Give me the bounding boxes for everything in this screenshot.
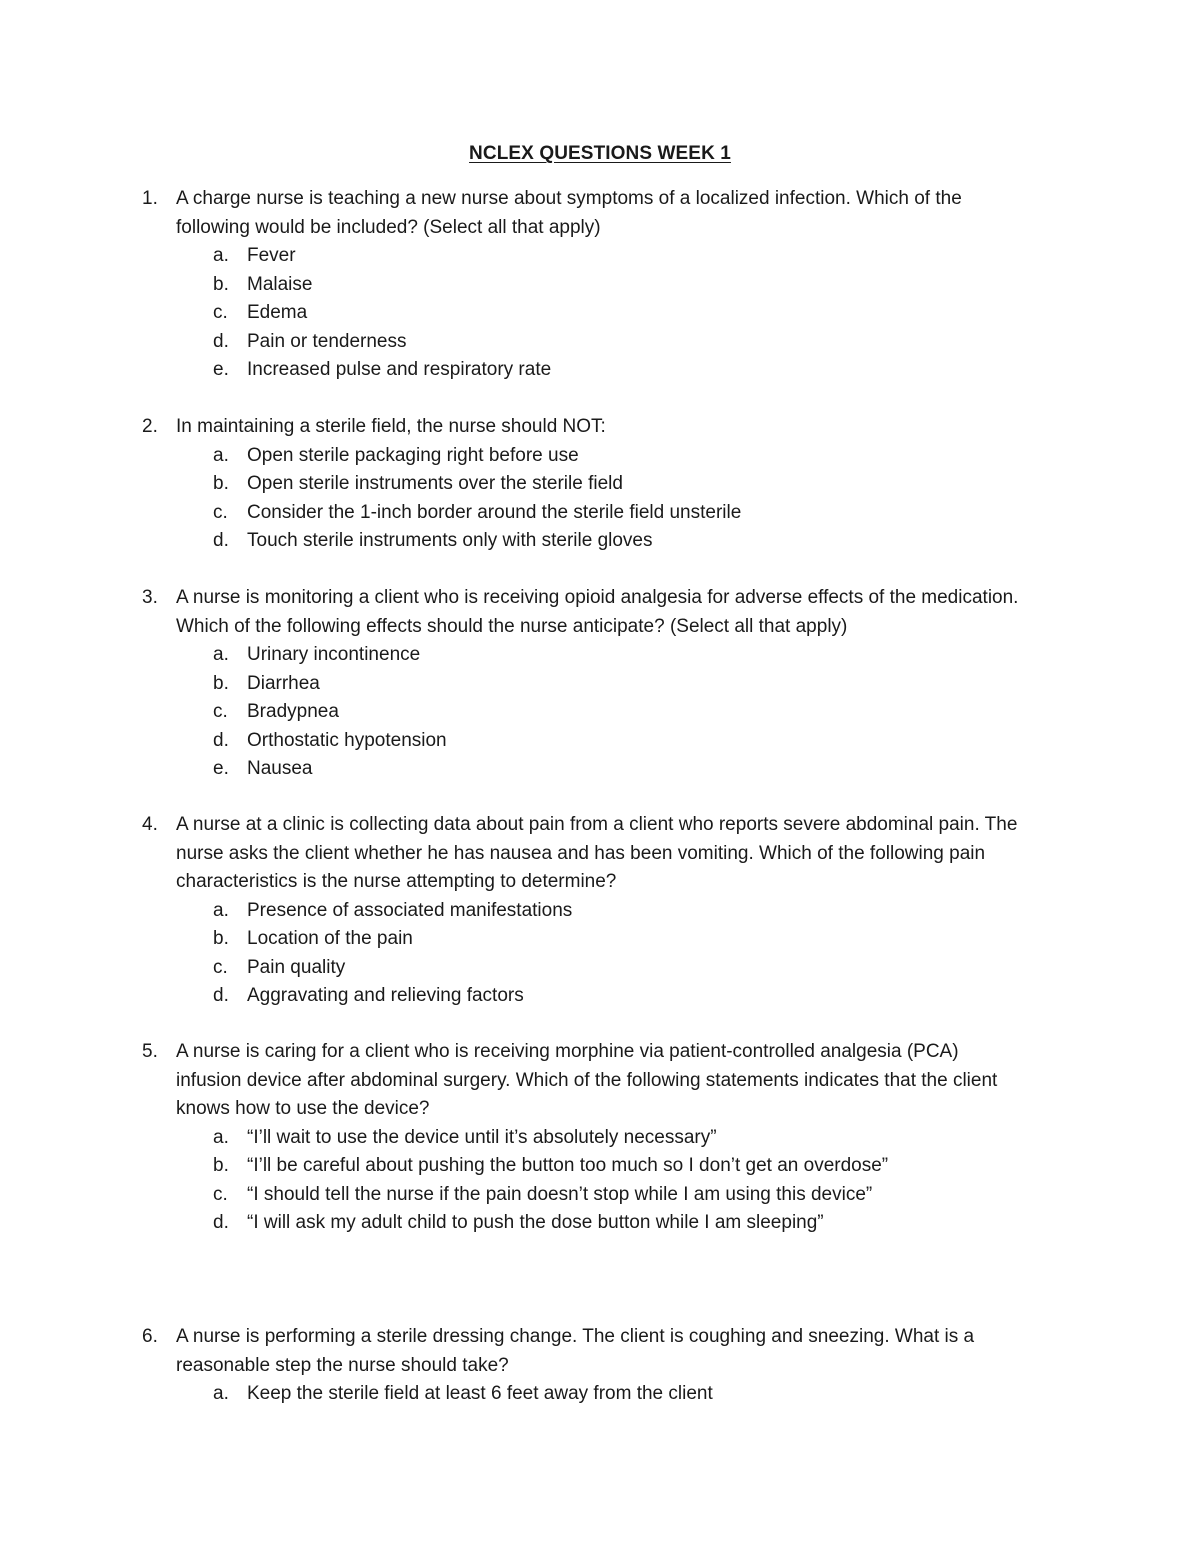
option-letter: c.: [213, 956, 228, 978]
answer-option: [142, 499, 1062, 528]
option-text: Consider the 1-inch border around the sterile field unsterile: [247, 501, 742, 523]
answer-option: [142, 271, 1062, 300]
option-text: Edema: [247, 302, 308, 323]
question-4: [142, 811, 1062, 1011]
question-text: knows how to use the device?: [176, 1098, 430, 1119]
answer-option: [142, 470, 1062, 499]
question-line: [142, 1352, 1062, 1381]
question-line: [142, 811, 1062, 840]
question-text: In maintaining a sterile field, the nurse should NOT:: [176, 416, 606, 437]
answer-option: [142, 1209, 1062, 1238]
answer-option: [142, 897, 1062, 926]
option-letter: c.: [213, 1183, 228, 1205]
option-text: Bradypnea: [247, 701, 339, 722]
answer-option: [142, 1380, 1062, 1409]
answer-option: [142, 442, 1062, 471]
option-letter: e.: [213, 758, 229, 779]
option-letter: b.: [213, 273, 229, 295]
question-text: characteristics is the nurse attempting to determine?: [176, 871, 617, 892]
question-text: A charge nurse is teaching a new nurse about symptoms of a localized infection. Which of the: [176, 188, 962, 209]
answer-option: [142, 954, 1062, 983]
question-line: [142, 868, 1062, 897]
option-letter: b.: [213, 473, 229, 494]
answer-option: [142, 1181, 1062, 1210]
option-text: Pain quality: [247, 956, 346, 978]
question-number: 1.: [142, 188, 158, 209]
option-text: Open sterile instruments over the sterile field: [247, 473, 623, 494]
question-text: infusion device after abdominal surgery. Which of the following statements indicates that the client: [176, 1069, 998, 1091]
question-5: [142, 1038, 1062, 1238]
answer-option: [142, 925, 1062, 954]
question-1: [142, 185, 1062, 385]
option-letter: c.: [213, 701, 228, 722]
option-letter: d.: [213, 330, 229, 352]
answer-option: [142, 299, 1062, 328]
question-line: [142, 413, 1062, 442]
question-line: [142, 185, 1062, 214]
page-title: NCLEX QUESTIONS WEEK 1: [469, 143, 731, 164]
question-line: [142, 1323, 1062, 1352]
answer-option: [142, 328, 1062, 357]
question-text: A nurse is caring for a client who is receiving morphine via patient-controlled analgesia (PCA): [176, 1041, 959, 1062]
answer-option: [142, 242, 1062, 271]
option-letter: d.: [213, 530, 229, 551]
option-letter: b.: [213, 672, 229, 694]
question-number: 3.: [142, 587, 158, 608]
option-text: Aggravating and relieving factors: [247, 985, 524, 1006]
question-line: [142, 1095, 1062, 1124]
question-text: nurse asks the client whether he has nausea and has been vomiting. Which of the following pain: [176, 842, 986, 864]
question-2: [142, 413, 1062, 556]
option-letter: a.: [213, 899, 229, 921]
question-line: [142, 613, 1062, 642]
option-letter: d.: [213, 985, 229, 1006]
option-text: Increased pulse and respiratory rate: [247, 359, 552, 380]
option-text: “I’ll wait to use the device until it’s absolutely necessary”: [247, 1126, 717, 1148]
option-text: Fever: [247, 245, 296, 266]
question-number: 5.: [142, 1041, 158, 1062]
question-line: [142, 1038, 1062, 1067]
option-text: “I will ask my adult child to push the dose button while I am sleeping”: [247, 1212, 824, 1233]
answer-option: [142, 356, 1062, 385]
question-line: [142, 584, 1062, 613]
option-letter: c.: [213, 501, 228, 523]
question-text: following would be included? (Select all that apply): [176, 216, 601, 238]
answer-option: [142, 982, 1062, 1011]
question-text: reasonable step the nurse should take?: [176, 1354, 509, 1376]
option-letter: d.: [213, 729, 229, 751]
answer-option: [142, 727, 1062, 756]
option-letter: e.: [213, 359, 229, 380]
option-letter: b.: [213, 928, 229, 949]
question-text: A nurse is monitoring a client who is receiving opioid analgesia for adverse effects of the medication.: [176, 587, 1019, 608]
question-6: [142, 1323, 1062, 1409]
option-text: Open sterile packaging right before use: [247, 444, 579, 466]
answer-option: [142, 755, 1062, 784]
question-line: [142, 840, 1062, 869]
question-text: A nurse is performing a sterile dressing change. The client is coughing and sneezing. What is a: [176, 1326, 975, 1347]
question-line: [142, 1067, 1062, 1096]
answer-option: [142, 641, 1062, 670]
question-text: Which of the following effects should the nurse anticipate? (Select all that apply): [176, 615, 848, 637]
answer-option: [142, 698, 1062, 727]
option-letter: d.: [213, 1212, 229, 1233]
option-letter: a.: [213, 1383, 229, 1404]
answer-option: [142, 527, 1062, 556]
question-line: [142, 214, 1062, 243]
option-letter: c.: [213, 302, 228, 323]
option-letter: a.: [213, 644, 229, 665]
question-text: A nurse at a clinic is collecting data about pain from a client who reports severe abdominal pain. The: [176, 814, 1018, 835]
option-text: Location of the pain: [247, 928, 413, 949]
option-text: Presence of associated manifestations: [247, 899, 573, 921]
question-number: 4.: [142, 814, 158, 835]
option-text: Malaise: [247, 273, 313, 295]
option-letter: a.: [213, 444, 229, 466]
question-3: [142, 584, 1062, 784]
question-number: 2.: [142, 416, 158, 437]
option-text: Pain or tenderness: [247, 330, 407, 352]
answer-option: [142, 1124, 1062, 1153]
option-letter: a.: [213, 1126, 229, 1148]
option-letter: a.: [213, 245, 229, 266]
question-number: 6.: [142, 1326, 158, 1347]
option-text: Keep the sterile field at least 6 feet away from the client: [247, 1383, 713, 1404]
option-text: Orthostatic hypotension: [247, 729, 447, 751]
option-text: “I’ll be careful about pushing the button too much so I don’t get an overdose”: [247, 1155, 889, 1176]
option-letter: b.: [213, 1155, 229, 1176]
option-text: “I should tell the nurse if the pain doesn’t stop while I am using this device”: [247, 1183, 873, 1205]
answer-option: [142, 670, 1062, 699]
option-text: Urinary incontinence: [247, 644, 421, 665]
option-text: Touch sterile instruments only with sterile gloves: [247, 530, 653, 551]
answer-option: [142, 1152, 1062, 1181]
option-text: Nausea: [247, 758, 313, 779]
option-text: Diarrhea: [247, 672, 320, 694]
